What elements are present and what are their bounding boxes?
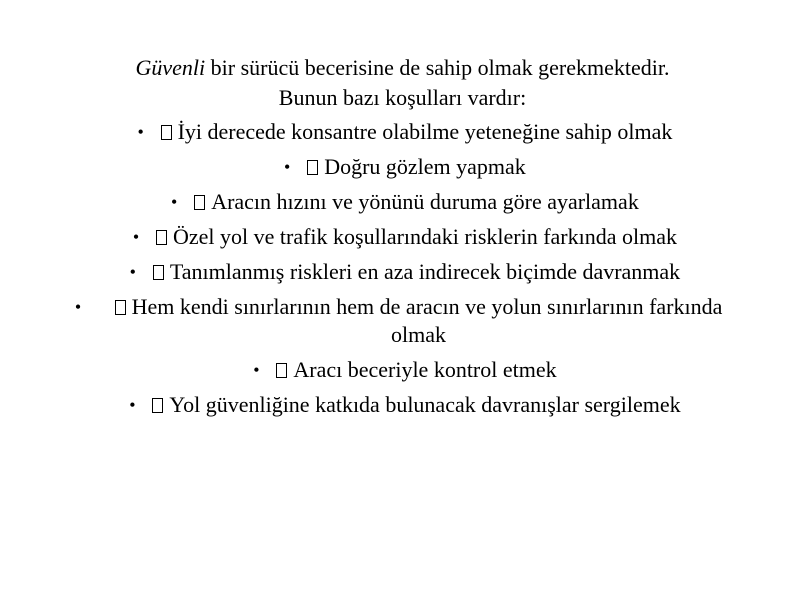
intro-italic-word: Güvenli — [135, 55, 206, 80]
missing-glyph-box-icon — [115, 300, 126, 315]
list-item-text: Aracın hızını ve yönünü duruma göre ayarlamak — [211, 189, 639, 214]
bullet-icon: • — [284, 157, 291, 177]
list-item-text: Aracı beceriyle kontrol etmek — [293, 357, 557, 382]
list-item — [70, 153, 735, 181]
list-item-text: İyi derecede konsantre olabilme yeteneğine sahip olmak — [177, 119, 673, 144]
missing-glyph-box-icon — [153, 265, 164, 280]
missing-glyph-box-icon — [276, 363, 287, 378]
list-item — [70, 258, 735, 286]
bullet-icon: • — [74, 297, 82, 317]
missing-glyph-box-icon — [194, 195, 205, 210]
bullet-icon: • — [129, 262, 136, 282]
missing-glyph-box-icon — [161, 125, 172, 140]
list-item-text: Doğru gözlem yapmak — [324, 154, 526, 179]
bullet-icon: • — [171, 192, 178, 212]
missing-glyph-box-icon — [156, 230, 167, 245]
list-item-text: Hem kendi sınırlarının hem de aracın ve yolun sınırlarının farkında olmak — [131, 294, 723, 347]
bullet-icon: • — [132, 227, 140, 247]
list-item — [70, 293, 735, 349]
missing-glyph-box-icon — [152, 398, 163, 413]
intro-line2: Bunun bazı koşulları vardır: — [278, 85, 527, 110]
requirements-list — [70, 118, 735, 426]
bullet-icon: • — [129, 395, 136, 415]
list-item — [70, 188, 735, 216]
list-item — [70, 118, 735, 146]
list-item — [70, 391, 735, 419]
missing-glyph-box-icon — [307, 160, 318, 175]
list-item — [70, 356, 735, 384]
bullet-icon: • — [137, 122, 144, 142]
list-item-text: Tanımlanmış riskleri en aza indirecek biçimde davranmak — [169, 259, 681, 284]
intro-line1-rest: bir sürücü becerisine de sahip olmak gerekmektedir. — [205, 55, 670, 80]
list-item — [70, 223, 735, 251]
intro-text — [70, 53, 735, 113]
bullet-icon: • — [253, 360, 260, 380]
list-item-text: Yol güvenliğine katkıda bulunacak davranışlar sergilemek — [169, 392, 681, 417]
list-item-text: Özel yol ve trafik koşullarındaki risklerin farkında olmak — [172, 224, 677, 249]
